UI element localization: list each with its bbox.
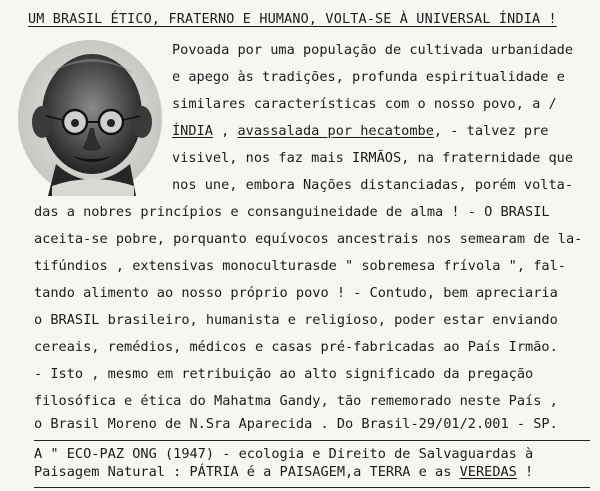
body-line-6: nos une, embora Nações distanciadas, porém volta- — [172, 177, 574, 193]
bottom-divider — [34, 487, 590, 488]
body-line-5: visivel, nos faz mais IRMÃOS, na fraternidade que — [172, 150, 574, 166]
footer-line-1: A " ECO-PAZ ONG (1947) - ecologia e Direito de Salvaguardas à — [34, 446, 534, 462]
india-underlined: ÍNDIA — [172, 123, 213, 139]
veredas-underlined: VEREDAS — [459, 464, 517, 480]
comma-text: , — [212, 123, 238, 139]
body-line-8: aceita-se pobre, porquanto equívocos ancestrais nos semearam de la- — [34, 231, 583, 247]
footer-line-2-text: Paisagem Natural : PÁTRIA é a PAISAGEM,a TERRA e as — [34, 464, 460, 480]
body-line-4-tail: , - talvez pre — [433, 123, 549, 139]
body-line-13: - Isto , mesmo em retribuição ao alto significado da pregação — [34, 366, 534, 382]
body-line-14: filosófica e ética do Mahatma Gandy, tão rememorado neste País , — [34, 393, 558, 409]
hecatombe-underlined: avassalada por hecatombe — [237, 123, 434, 139]
footer-divider — [34, 440, 590, 441]
body-line-2: e apego às tradições, profunda espiritualidade e — [172, 69, 565, 85]
body-line-4 — [172, 125, 548, 139]
body-line-9: tifúndios , extensivas monoculturasde " sobremesa frívola ", fal- — [34, 258, 566, 274]
footer-line-2 — [34, 466, 533, 480]
body-line-15: o Brasil Moreno de N.Sra Aparecida . Do Brasil-29/01/2.001 - SP. — [34, 416, 558, 432]
gandhi-portrait — [12, 36, 164, 196]
body-line-7: das a nobres princípios e consanguineidade de alma ! - O BRASIL — [34, 204, 550, 220]
body-line-12: cereais, remédios, médicos e casas pré-fabricadas ao País Irmão. — [34, 339, 558, 355]
body-line-1: Povoada por uma população de cultivada urbanidade — [172, 42, 574, 58]
footer-exclaim: ! — [516, 464, 534, 480]
headline: UM BRASIL ÉTICO, FRATERNO E HUMANO, VOLTA-SE À UNIVERSAL ÍNDIA ! — [28, 12, 557, 27]
body-line-11: o BRASIL brasileiro, humanista e religioso, poder estar enviando — [34, 312, 558, 328]
body-line-10: tando alimento ao nosso próprio povo ! - Contudo, bem apreciaria — [34, 285, 558, 301]
body-line-3: similares características com o nosso povo, a / — [172, 96, 557, 112]
